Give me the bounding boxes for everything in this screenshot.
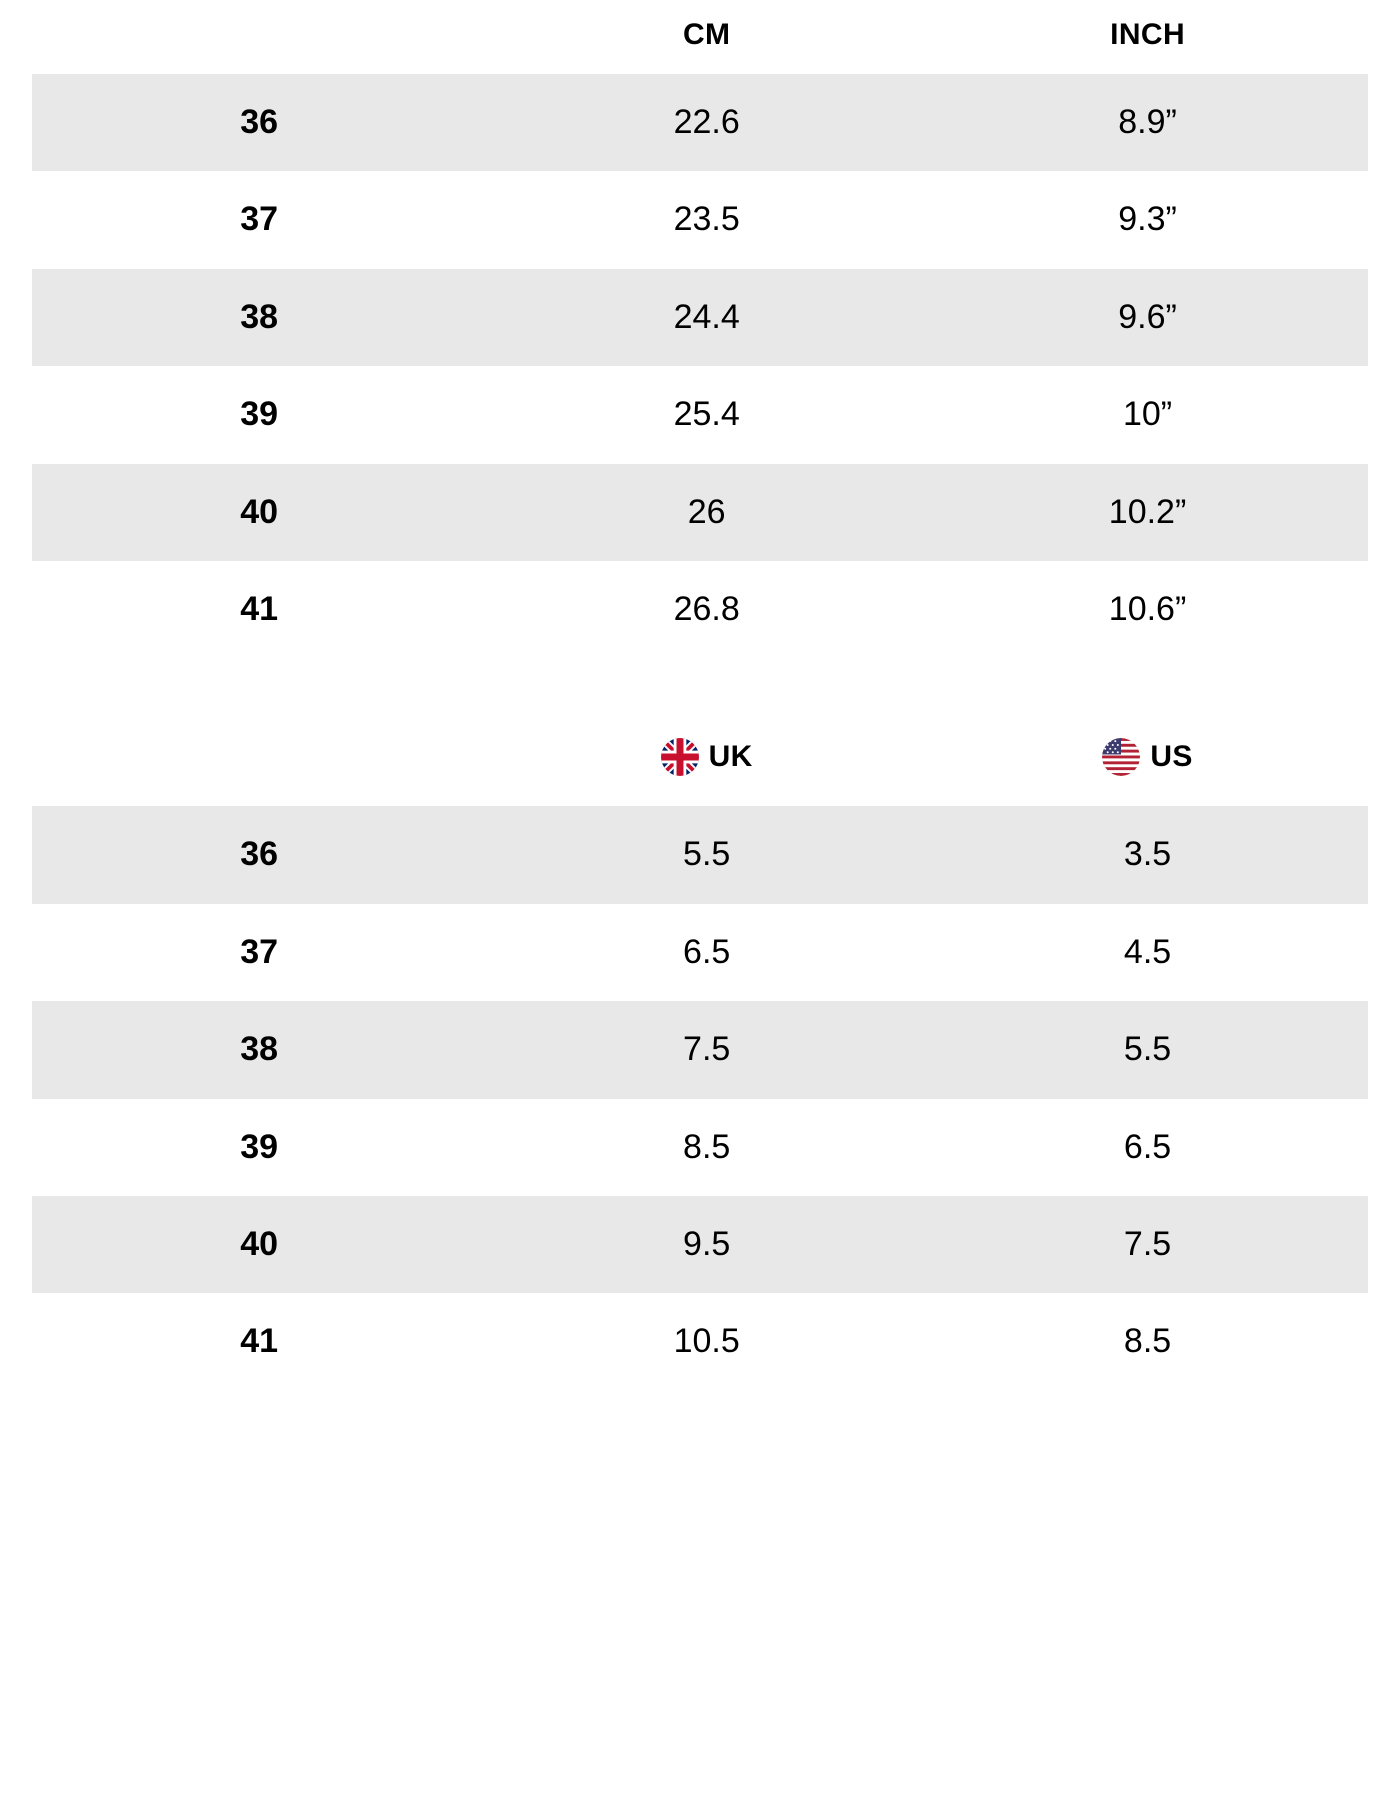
cell-size: 38	[32, 269, 486, 366]
cell-cm: 24.4	[486, 269, 927, 366]
table-row	[32, 904, 1368, 1001]
table-body-uk-us	[32, 806, 1368, 1390]
size-table-cm-inch	[32, 0, 1368, 658]
cell-cm: 22.6	[486, 74, 927, 171]
cell-inch: 8.9”	[927, 74, 1368, 171]
cell-size: 36	[32, 806, 486, 903]
table-row	[32, 269, 1368, 366]
column-header-size	[32, 0, 486, 74]
cell-size: 40	[32, 1196, 486, 1293]
column-header-us	[927, 720, 1368, 806]
column-header-uk	[486, 720, 927, 806]
cell-us: 7.5	[927, 1196, 1368, 1293]
cell-cm: 26.8	[486, 561, 927, 658]
cell-uk: 9.5	[486, 1196, 927, 1293]
cell-uk: 6.5	[486, 904, 927, 1001]
cell-inch: 10”	[927, 366, 1368, 463]
header-row	[32, 720, 1368, 806]
cell-size: 41	[32, 561, 486, 658]
table-row	[32, 1001, 1368, 1098]
cell-us: 5.5	[927, 1001, 1368, 1098]
column-header-us-label: US	[1150, 740, 1193, 774]
cell-inch: 9.3”	[927, 171, 1368, 268]
cell-uk: 7.5	[486, 1001, 927, 1098]
cell-us: 4.5	[927, 904, 1368, 1001]
cell-cm: 23.5	[486, 171, 927, 268]
cell-size: 39	[32, 366, 486, 463]
table-row	[32, 366, 1368, 463]
table-body-cm-inch	[32, 74, 1368, 658]
cell-uk: 8.5	[486, 1099, 927, 1196]
table-row	[32, 806, 1368, 903]
cell-size: 38	[32, 1001, 486, 1098]
cell-uk: 10.5	[486, 1293, 927, 1390]
table-row	[32, 1099, 1368, 1196]
table-row	[32, 74, 1368, 171]
column-header-inch: INCH	[927, 0, 1368, 74]
table-row	[32, 561, 1368, 658]
table-spacer	[32, 658, 1368, 720]
table-row	[32, 1293, 1368, 1390]
table-head-uk-us	[32, 720, 1368, 806]
cell-cm: 26	[486, 464, 927, 561]
table-row	[32, 171, 1368, 268]
cell-us: 3.5	[927, 806, 1368, 903]
cell-us: 8.5	[927, 1293, 1368, 1390]
cell-cm: 25.4	[486, 366, 927, 463]
table-row	[32, 1196, 1368, 1293]
size-table-uk-us	[32, 720, 1368, 1390]
column-header-uk-label: UK	[708, 740, 753, 774]
us-flag-icon	[1102, 738, 1140, 776]
cell-uk: 5.5	[486, 806, 927, 903]
cell-size: 40	[32, 464, 486, 561]
column-header-cm: CM	[486, 0, 927, 74]
cell-size: 39	[32, 1099, 486, 1196]
cell-size: 37	[32, 904, 486, 1001]
header-row	[32, 0, 1368, 74]
table-row	[32, 464, 1368, 561]
cell-us: 6.5	[927, 1099, 1368, 1196]
cell-inch: 10.2”	[927, 464, 1368, 561]
cell-inch: 10.6”	[927, 561, 1368, 658]
cell-size: 36	[32, 74, 486, 171]
cell-inch: 9.6”	[927, 269, 1368, 366]
table-head-cm-inch	[32, 0, 1368, 74]
uk-flag-icon	[661, 738, 699, 776]
column-header-size	[32, 720, 486, 806]
cell-size: 41	[32, 1293, 486, 1390]
cell-size: 37	[32, 171, 486, 268]
